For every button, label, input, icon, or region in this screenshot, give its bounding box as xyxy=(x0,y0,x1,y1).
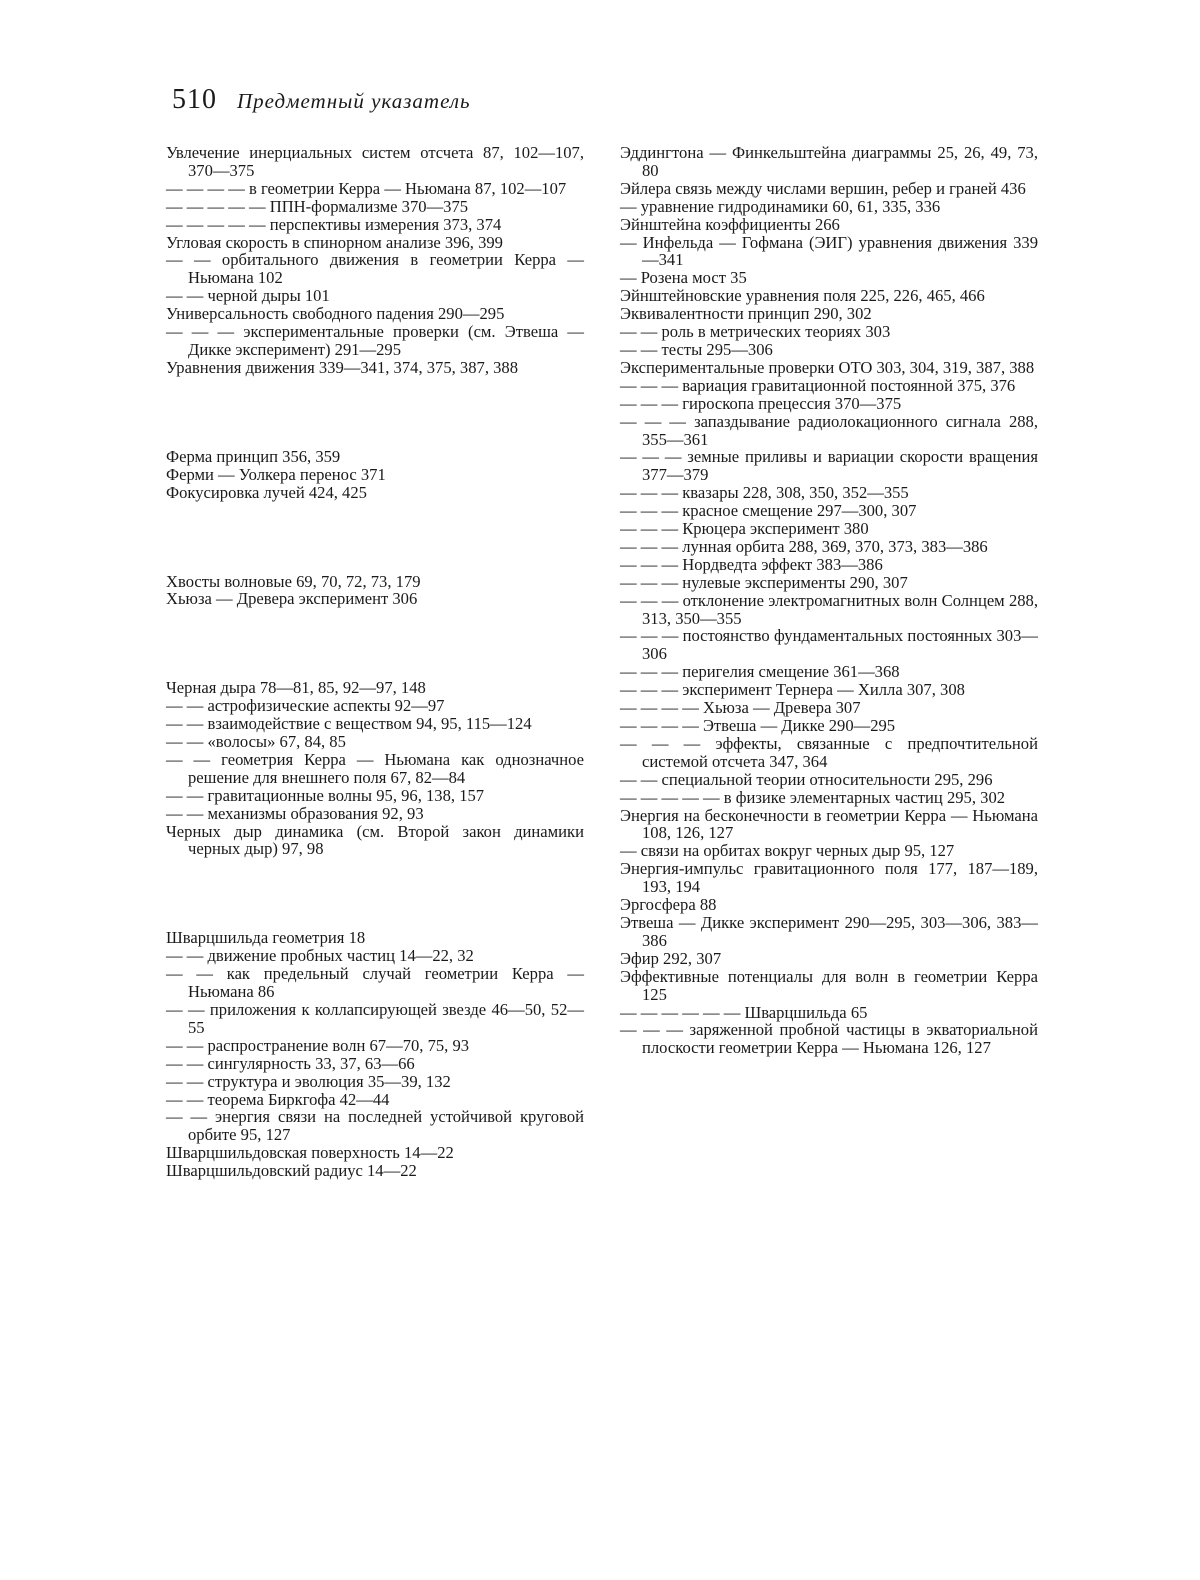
index-entry: — — роль в метрических теориях 303 xyxy=(620,322,891,342)
index-entry: Шварцшильдовский радиус 14—22 xyxy=(166,1161,417,1181)
index-entry: — — — — — — Шварцшильда 65 xyxy=(620,1002,868,1022)
index-entry: — — движение пробных частиц 14—22, 32 xyxy=(166,946,474,966)
index-entry: — — — лунная орбита 288, 369, 370, 373, 383—386 xyxy=(620,536,988,556)
index-entry: — — — постоянство фундаментальных постоянных 303—306 xyxy=(620,626,1038,664)
index-entry: — — — эффекты, связанные с предпочтительной системой отсчета 347, 364 xyxy=(620,733,1038,771)
index-entry: — — — экспериментальные проверки (см. Этвеша — Дикке эксперимент) 291—295 xyxy=(166,322,584,359)
index-entry: Универсальность свободного падения 290—295 xyxy=(166,304,505,324)
index-entry: — — — — — в физике элементарных частиц 295, 302 xyxy=(620,787,1006,807)
index-entry: — — гравитационные волны 95, 96, 138, 157 xyxy=(166,785,485,805)
index-column-right xyxy=(620,144,1038,1057)
index-letter-group xyxy=(166,144,584,377)
index-letter-group xyxy=(166,448,584,502)
letter-group-gap xyxy=(166,502,584,573)
index-entry: — — — земные приливы и вариации скорости вращения 377—379 xyxy=(620,447,1038,485)
index-entry: — — — красное смещение 297—300, 307 xyxy=(620,501,917,521)
index-entry: Эффективные потенциалы для волн в геометрии Керра 125 xyxy=(620,966,1038,1004)
index-entry: — — астрофизические аспекты 92—97 xyxy=(166,696,445,716)
index-entry: Хвосты волновые 69, 70, 72, 73, 179 xyxy=(166,571,421,591)
index-entry: — — взаимодействие с веществом 94, 95, 115—124 xyxy=(166,714,532,734)
index-entry: — — структура и эволюция 35—39, 132 xyxy=(166,1071,451,1091)
index-entry: — — — вариация гравитационной постоянной 375, 376 xyxy=(620,375,1016,395)
index-entry: — — — перигелия смещение 361—368 xyxy=(620,662,900,682)
index-entry: — — — — Этвеша — Дикке 290—295 xyxy=(620,716,896,735)
index-entry: — — — — в геометрии Керра — Ньюмана 87, 102—107 xyxy=(166,178,567,198)
index-entry: — — — запаздывание радиолокационного сигнала 288, 355—361 xyxy=(620,411,1038,449)
page-number: 510 xyxy=(172,84,217,115)
index-entry: Эйнштейна коэффициенты 266 xyxy=(620,214,840,234)
index-entry: Фокусировка лучей 424, 425 xyxy=(166,482,367,502)
index-entry: — — — Нордведта эффект 383—386 xyxy=(620,554,883,574)
index-entry: Эргосфера 88 xyxy=(620,895,717,915)
index-entry: Экспериментальные проверки ОТО 303, 304, 319, 387, 388 xyxy=(620,357,1035,377)
index-entry: — — «волосы» 67, 84, 85 xyxy=(166,732,346,752)
index-entry: — — приложения к коллапсирующей звезде 46—50, 52—55 xyxy=(166,1000,584,1037)
index-entry: — — энергия связи на последней устойчивой круговой орбите 95, 127 xyxy=(166,1107,584,1145)
index-entry: — Инфельда — Гофмана (ЭИГ) уравнения движения 339—341 xyxy=(620,232,1038,270)
index-letter-group xyxy=(166,573,584,609)
index-entry: — — — отклонение электромагнитных волн Солнцем 288, 313, 350—355 xyxy=(620,590,1038,628)
index-entry: Черная дыра 78—81, 85, 92—97, 148 xyxy=(166,678,426,698)
index-entry: Шварцшильда геометрия 18 xyxy=(166,928,366,948)
index-entry: — — тесты 295—306 xyxy=(620,339,773,359)
index-entry: — Розена мост 35 xyxy=(620,268,747,288)
index-entry: — — специальной теории относительности 295, 296 xyxy=(620,769,993,789)
index-entry: Ферми — Уолкера перенос 371 xyxy=(166,464,386,484)
index-entry: Эддингтона — Финкельштейна диаграммы 25, 26, 49, 73, 80 xyxy=(620,143,1038,180)
index-entry: — — — нулевые эксперименты 290, 307 xyxy=(620,572,908,592)
index-entry: — — — квазары 228, 308, 350, 352—355 xyxy=(620,483,909,503)
index-entry: — — — заряженной пробной частицы в экваториальной плоскости геометрии Керра — Ньюмана 126, 127 xyxy=(620,1020,1038,1058)
index-entry: Угловая скорость в спинорном анализе 396, 399 xyxy=(166,232,503,252)
index-entry: Эйнштейновские уравнения поля 225, 226, 465, 466 xyxy=(620,286,985,306)
letter-group-gap xyxy=(166,608,584,679)
index-entry: Хьюза — Древера эксперимент 306 xyxy=(166,589,418,609)
index-entry: — — геометрия Керра — Ньюмана как однозначное решение для внешнего поля 67, 82—84 xyxy=(166,749,584,787)
index-entry: — связи на орбитах вокруг черных дыр 95, 127 xyxy=(620,841,955,861)
index-entry: — — — гироскопа прецессия 370—375 xyxy=(620,393,902,413)
index-entry: — — — — — ППН-формализме 370—375 xyxy=(166,196,469,216)
index-entry: — — — Крюцера эксперимент 380 xyxy=(620,519,869,539)
index-entry: Ферма принцип 356, 359 xyxy=(166,446,341,466)
index-entry: — — распространение волн 67—70, 75, 93 xyxy=(166,1035,470,1055)
index-entry: — — теорема Биркгофа 42—44 xyxy=(166,1089,390,1109)
index-entry: Эквивалентности принцип 290, 302 xyxy=(620,304,872,324)
index-entry: — — механизмы образования 92, 93 xyxy=(166,803,424,823)
index-entry: — — черной дыры 101 xyxy=(166,286,330,306)
index-entry: Энергия-импульс гравитационного поля 177, 187—189, 193, 194 xyxy=(620,859,1038,897)
index-entry: Увлечение инерциальных систем отсчета 87, 102—107, 370—375 xyxy=(166,143,584,180)
index-entry: Энергия на бесконечности в геометрии Керра — Ньюмана 108, 126, 127 xyxy=(620,805,1038,843)
index-entry: Эйлера связь между числами вершин, ребер и граней 436 xyxy=(620,178,1026,198)
index-entry: — — сингулярность 33, 37, 63—66 xyxy=(166,1053,415,1073)
index-entry: — — — — Хьюза — Древера 307 xyxy=(620,698,861,718)
index-entry: Черных дыр динамика (см. Второй закон динамики черных дыр) 97, 98 xyxy=(166,821,584,859)
index-letter-group xyxy=(166,929,584,1180)
index-entry: — — как предельный случай геометрии Керра — Ньюмана 86 xyxy=(166,964,584,1002)
letter-group-gap xyxy=(166,858,584,929)
index-entry: — — — эксперимент Тернера — Хилла 307, 308 xyxy=(620,680,965,700)
index-entry: — — — — — перспективы измерения 373, 374 xyxy=(166,214,502,234)
index-letter-group xyxy=(166,679,584,858)
running-title: Предметный указатель xyxy=(237,89,471,113)
index-entry: Уравнения движения 339—341, 374, 375, 387, 388 xyxy=(166,357,519,377)
index-entry: — уравнение гидродинамики 60, 61, 335, 336 xyxy=(620,196,941,216)
index-entry: Этвеша — Дикке эксперимент 290—295, 303—306, 383—386 xyxy=(620,912,1038,950)
letter-group-gap xyxy=(166,377,584,448)
page-header xyxy=(172,84,471,116)
index-entry: Шварцшильдовская поверхность 14—22 xyxy=(166,1143,454,1163)
index-column-left xyxy=(166,144,584,1180)
index-entry: Эфир 292, 307 xyxy=(620,948,722,968)
index-entry: — — орбитального движения в геометрии Керра — Ньюмана 102 xyxy=(166,250,584,288)
